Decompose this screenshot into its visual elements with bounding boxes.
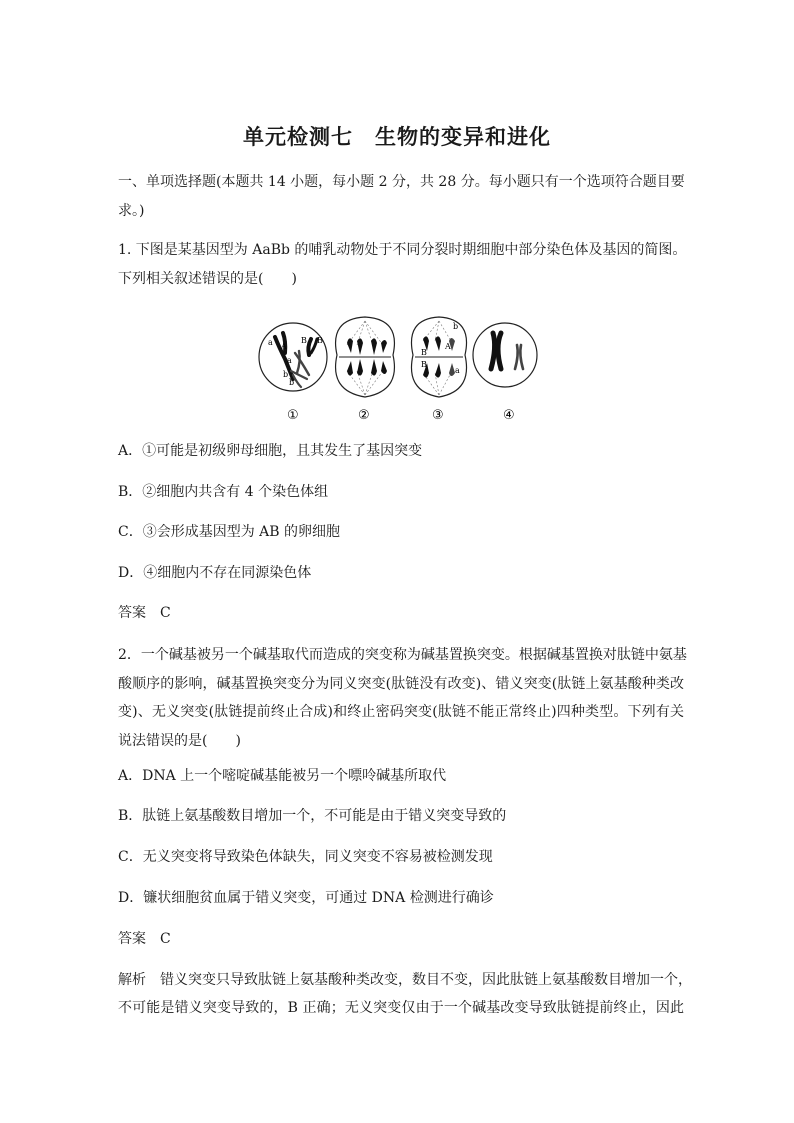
- section-heading-line-2: 求。): [118, 203, 145, 219]
- cell-1-diagram: [259, 323, 327, 391]
- gene-letter: B: [317, 336, 323, 345]
- q1-stem-line-1: 1. 下图是某基因型为 AaBb 的哺乳动物处于不同分裂时期细胞中部分染色体及基因的简图。: [118, 242, 687, 258]
- gene-letter: b: [453, 322, 459, 331]
- gene-letter: a: [455, 366, 460, 375]
- figure-label: ③: [432, 408, 444, 423]
- gene-letter: A: [445, 342, 451, 351]
- figure-label: ①: [287, 408, 299, 423]
- gene-letter: B: [421, 348, 427, 357]
- gene-letter: B: [421, 360, 427, 369]
- section-heading-line-1: 一、单项选择题(本题共 14 小题，每小题 2 分，共 28 分。每小题只有一个选项符合题目要: [118, 174, 685, 190]
- q1-option-d: D．④细胞内不存在同源染色体: [118, 565, 312, 581]
- gene-letter: A: [281, 342, 287, 351]
- q2-stem-line-4: 说法错误的是( ): [118, 733, 241, 749]
- cell-2-diagram: [336, 317, 395, 397]
- q2-stem-line-2: 酸顺序的影响，碱基置换突变分为同义突变(肽链没有改变)、错义突变(肽链上氨基酸种类改: [118, 676, 684, 692]
- gene-letter: a: [268, 338, 273, 347]
- q2-option-d: D．镰状细胞贫血属于错义突变，可通过 DNA 检测进行确诊: [118, 890, 494, 906]
- q2-analysis-line-2: 不可能是错义突变导致的，B 正确；无义突变仅由于一个碱基改变导致肽链提前终止，因此: [118, 1000, 684, 1016]
- cell-3-diagram: [411, 317, 466, 397]
- q2-analysis-line-1: 解析 错义突变只导致肽链上氨基酸种类改变，数目不变，因此肽链上氨基酸数目增加一个，: [118, 972, 692, 988]
- gene-letter: a: [287, 356, 292, 365]
- cell-4-diagram: [473, 323, 537, 387]
- q2-answer: 答案 C: [118, 931, 171, 947]
- q2-stem-line-1: 2．一个碱基被另一个碱基取代而造成的突变称为碱基置换突变。根据碱基置换对肽链中氨基: [118, 647, 687, 663]
- figure-label: ②: [358, 408, 370, 423]
- q2-option-b: B．肽链上氨基酸数目增加一个，不可能是由于错义突变导致的: [118, 808, 507, 824]
- q1-option-b: B．②细胞内共含有 4 个染色体组: [118, 484, 329, 500]
- q1-stem-line-2: 下列相关叙述错误的是( ): [118, 271, 297, 287]
- q2-option-c: C．无义突变将导致染色体缺失，同义突变不容易被检测发现: [118, 849, 493, 865]
- gene-letter: b: [283, 370, 289, 379]
- q2-stem-line-3: 变)、无义突变(肽链提前终止合成)和终止密码突变(肽链不能正常终止)四种类型。下列有关: [118, 704, 684, 720]
- q1-option-c: C．③会形成基因型为 AB 的卵细胞: [118, 524, 341, 540]
- gene-letter: B: [301, 336, 307, 345]
- gene-letter: b: [289, 378, 295, 387]
- figure-label: ④: [503, 408, 515, 423]
- q2-option-a: A．DNA 上一个嘧啶碱基能被另一个嘌呤碱基所取代: [118, 768, 447, 784]
- page-title: 单元检测七 生物的变异和进化: [243, 125, 551, 149]
- cell-division-figure: [255, 315, 545, 427]
- q1-option-a: A．①可能是初级卵母细胞，且其发生了基因突变: [118, 443, 423, 459]
- q1-answer: 答案 C: [118, 605, 171, 621]
